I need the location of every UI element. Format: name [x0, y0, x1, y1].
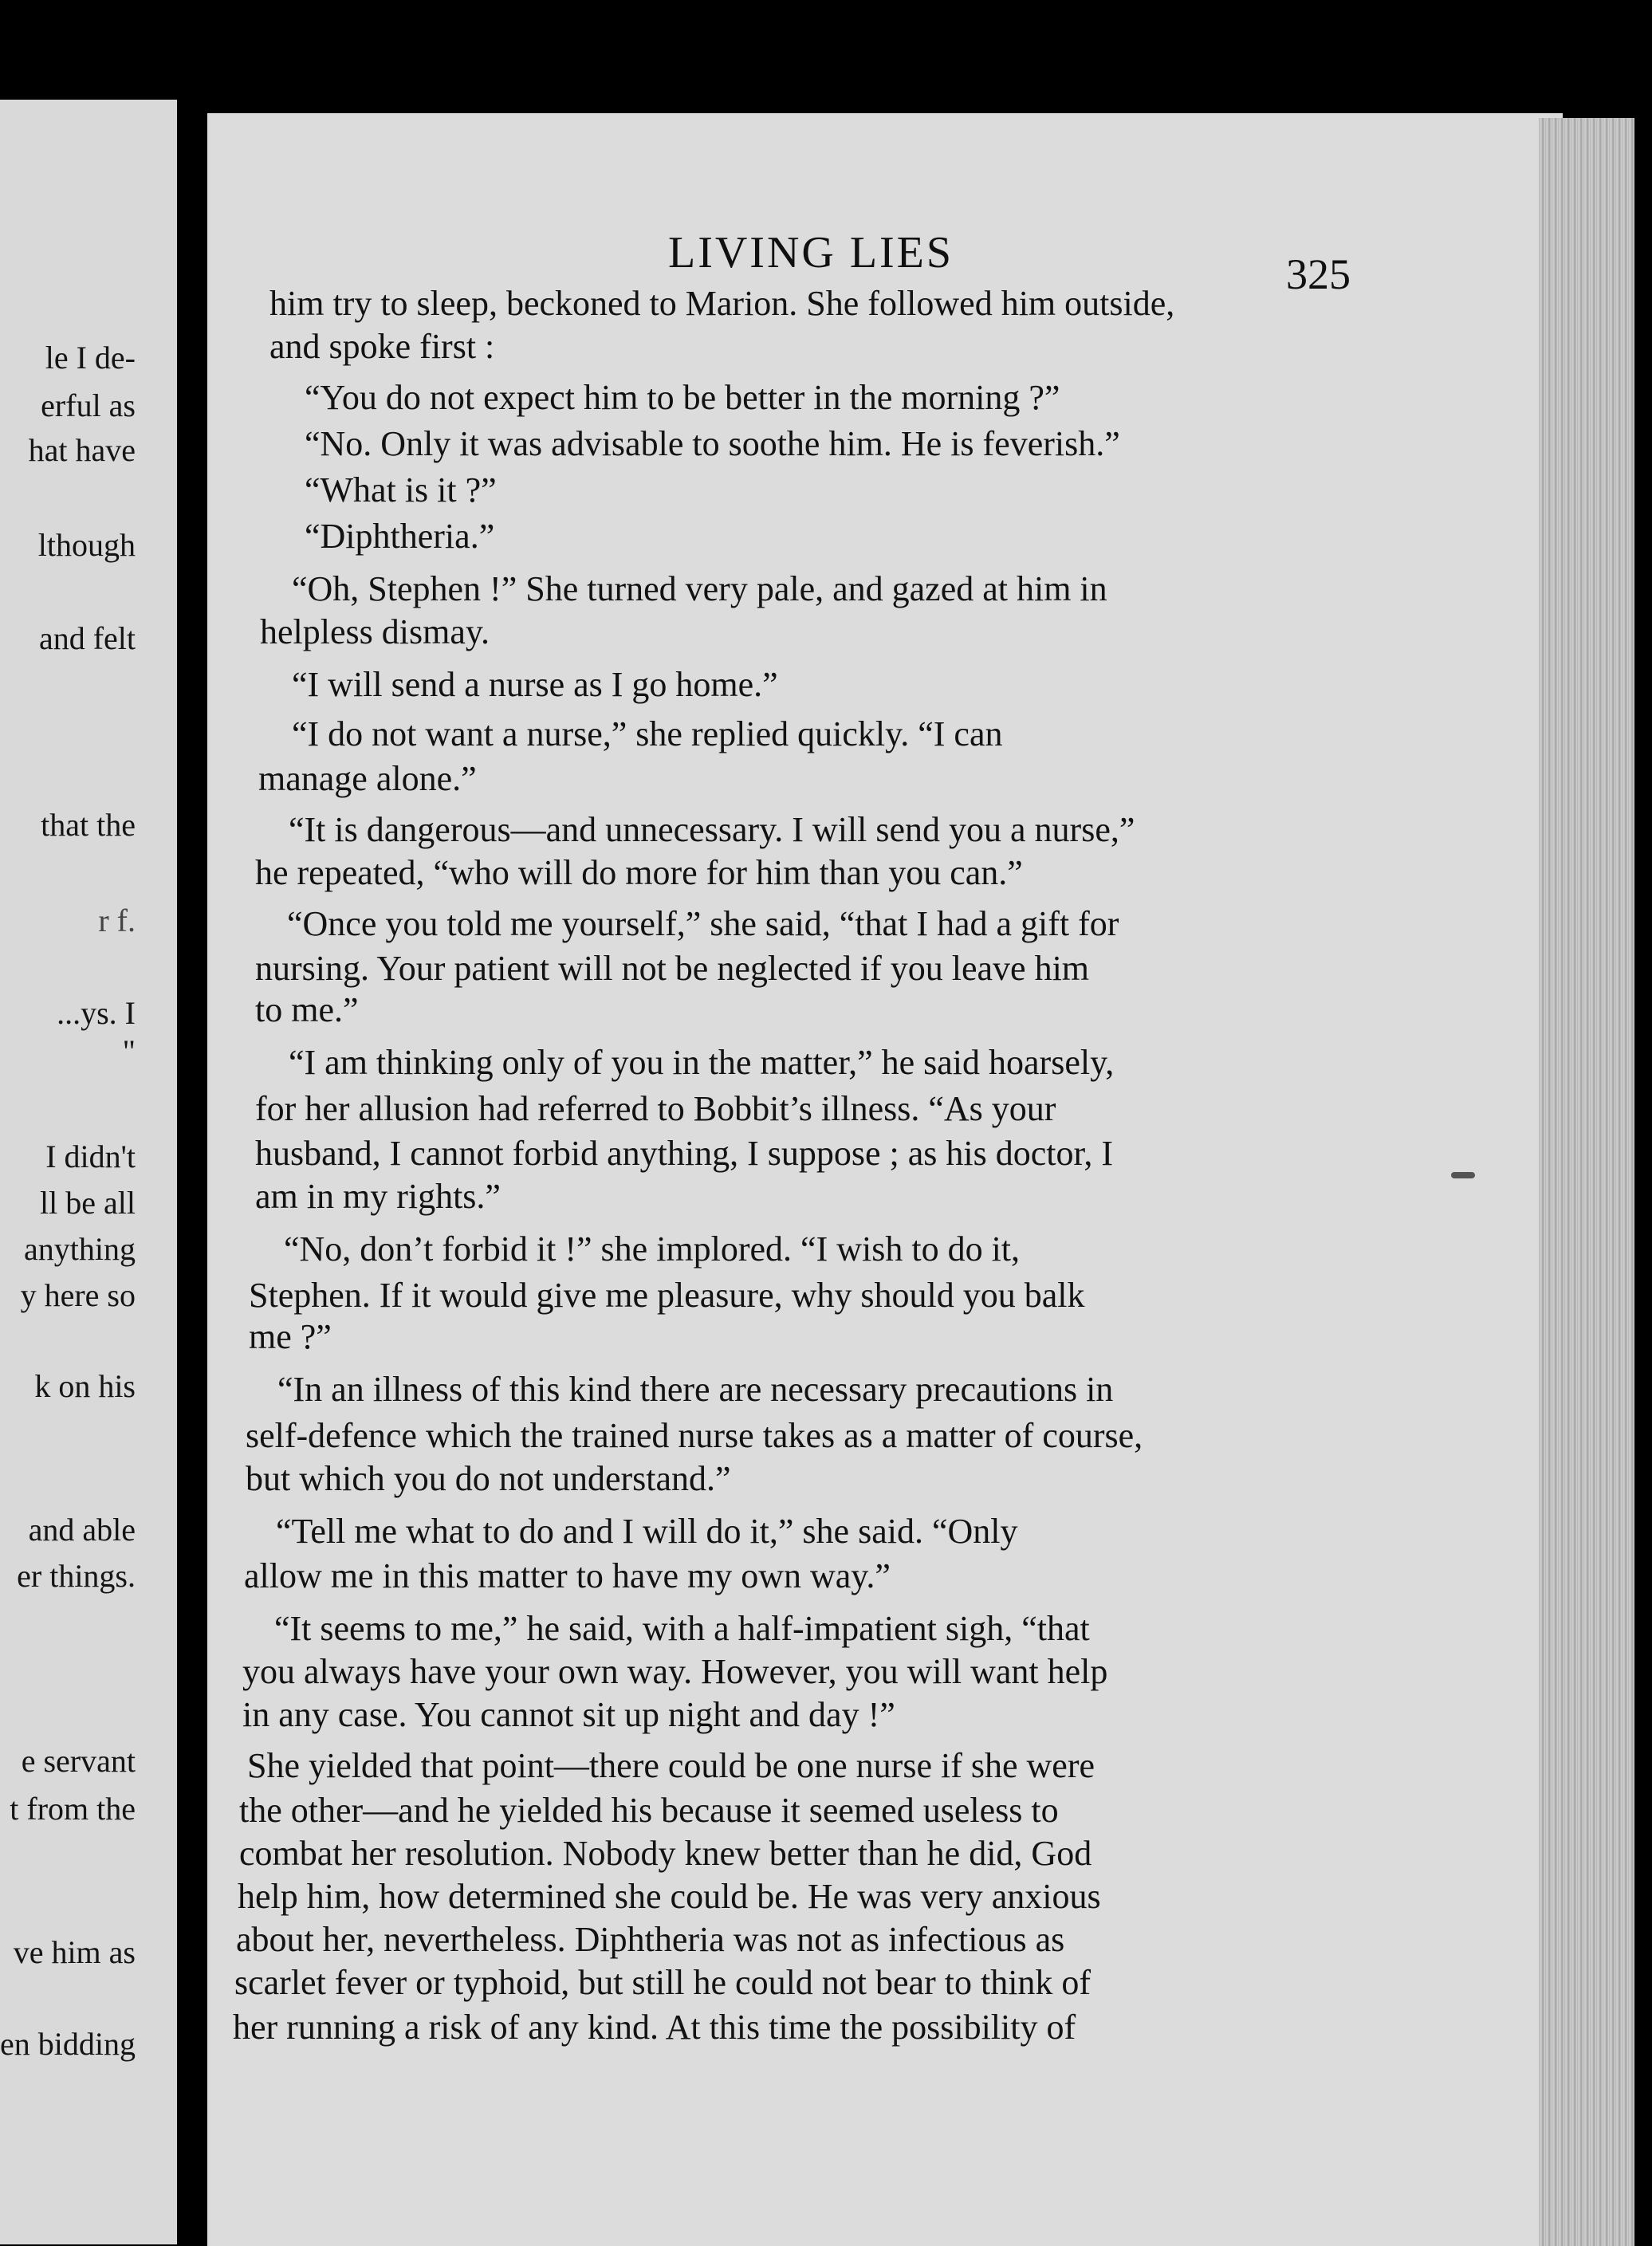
left-page-line: anything [24, 1231, 136, 1267]
left-page-line: " [122, 1033, 136, 1069]
text-line: combat her resolution. Nobody knew better than he did, God [239, 1834, 1092, 1873]
left-page-line: en bidding [0, 2026, 136, 2062]
text-line: “What is it ?” [305, 470, 497, 509]
text-line: “You do not expect him to be better in the morning ?” [305, 378, 1060, 417]
text-line: allow me in this matter to have my own way.” [244, 1556, 891, 1595]
text-line: nursing. Your patient will not be neglected if you leave him [255, 949, 1090, 988]
text-line: “It seems to me,” he said, with a half-impatient sigh, “that [274, 1609, 1090, 1648]
text-line: “Tell me what to do and I will do it,” she said. “Only [276, 1512, 1018, 1551]
left-page-line: that the [41, 807, 136, 843]
left-page-line: y here so [20, 1277, 136, 1313]
text-line: self-defence which the trained nurse takes as a matter of course, [246, 1416, 1143, 1455]
text-line: and spoke first : [269, 327, 495, 366]
text-line: “I do not want a nurse,” she replied quickly. “I can [292, 714, 1003, 753]
text-line: me ?” [249, 1317, 332, 1356]
left-page-line: I didn't [45, 1139, 136, 1174]
left-page-line: k on his [34, 1368, 136, 1404]
left-page-fragment [0, 100, 177, 2244]
left-page-line: and able [28, 1512, 136, 1548]
text-line: the other—and he yielded his because it seemed useless to [239, 1791, 1059, 1830]
left-page-line: r f. [98, 903, 136, 938]
left-page-line: hat have [28, 432, 136, 468]
scan-smudge [1451, 1172, 1475, 1178]
text-line: “Diphtheria.” [305, 517, 495, 556]
text-line: “Once you told me yourself,” she said, “that I had a gift for [287, 904, 1119, 943]
left-page-line: and felt [38, 620, 136, 656]
left-page-line: e servant [21, 1743, 136, 1779]
text-line: am in my rights.” [255, 1177, 501, 1216]
left-page-line: lthough [37, 527, 136, 563]
page-edges [1539, 118, 1634, 2246]
text-line: you always have your own way. However, you will want help [242, 1652, 1108, 1691]
left-page-line: ll be all [40, 1185, 136, 1221]
page-number: 325 [1286, 250, 1351, 298]
text-line: about her, nevertheless. Diphtheria was not as infectious as [236, 1920, 1065, 1959]
text-line: manage alone.” [258, 759, 477, 798]
text-line: he repeated, “who will do more for him than you can.” [255, 853, 1023, 892]
left-page-line: erful as [41, 387, 136, 423]
text-line: for her allusion had referred to Bobbit’s illness. “As your [255, 1089, 1056, 1128]
text-line: to me.” [255, 990, 359, 1029]
text-line: “It is dangerous—and unnecessary. I will send you a nurse,” [289, 810, 1135, 849]
left-page-line: er things. [17, 1558, 136, 1594]
left-page-line: le I de- [45, 340, 136, 376]
running-head: LIVING LIES [668, 228, 954, 277]
left-page-line: ...ys. I [57, 995, 136, 1031]
text-line: helpless dismay. [260, 612, 490, 651]
text-line: “I will send a nurse as I go home.” [292, 665, 778, 704]
text-line: scarlet fever or typhoid, but still he could not bear to think of [234, 1963, 1092, 2002]
text-line: her running a risk of any kind. At this time the possibility of [233, 2008, 1076, 2047]
text-line: “In an illness of this kind there are necessary precautions in [277, 1370, 1114, 1409]
left-page-line: ve him as [13, 1934, 136, 1970]
text-line: “No, don’t forbid it !” she implored. “I wish to do it, [284, 1229, 1021, 1269]
text-line: She yielded that point—there could be one nurse if she were [247, 1746, 1095, 1785]
left-page-line: t from the [10, 1791, 136, 1827]
text-line: “Oh, Stephen !” She turned very pale, and gazed at him in [292, 569, 1107, 608]
text-line: “I am thinking only of you in the matter,” he said hoarsely, [289, 1043, 1115, 1082]
text-line: Stephen. If it would give me pleasure, why should you balk [249, 1276, 1085, 1315]
book-gutter [177, 120, 207, 2246]
text-line: “No. Only it was advisable to soothe him. He is feverish.” [305, 424, 1120, 463]
text-line: help him, how determined she could be. He was very anxious [238, 1877, 1101, 1916]
text-line: but which you do not understand.” [246, 1459, 731, 1498]
text-line: him try to sleep, beckoned to Marion. She followed him outside, [269, 284, 1175, 323]
text-line: in any case. You cannot sit up night and day !” [242, 1695, 895, 1734]
text-line: husband, I cannot forbid anything, I suppose ; as his doctor, I [255, 1134, 1114, 1173]
